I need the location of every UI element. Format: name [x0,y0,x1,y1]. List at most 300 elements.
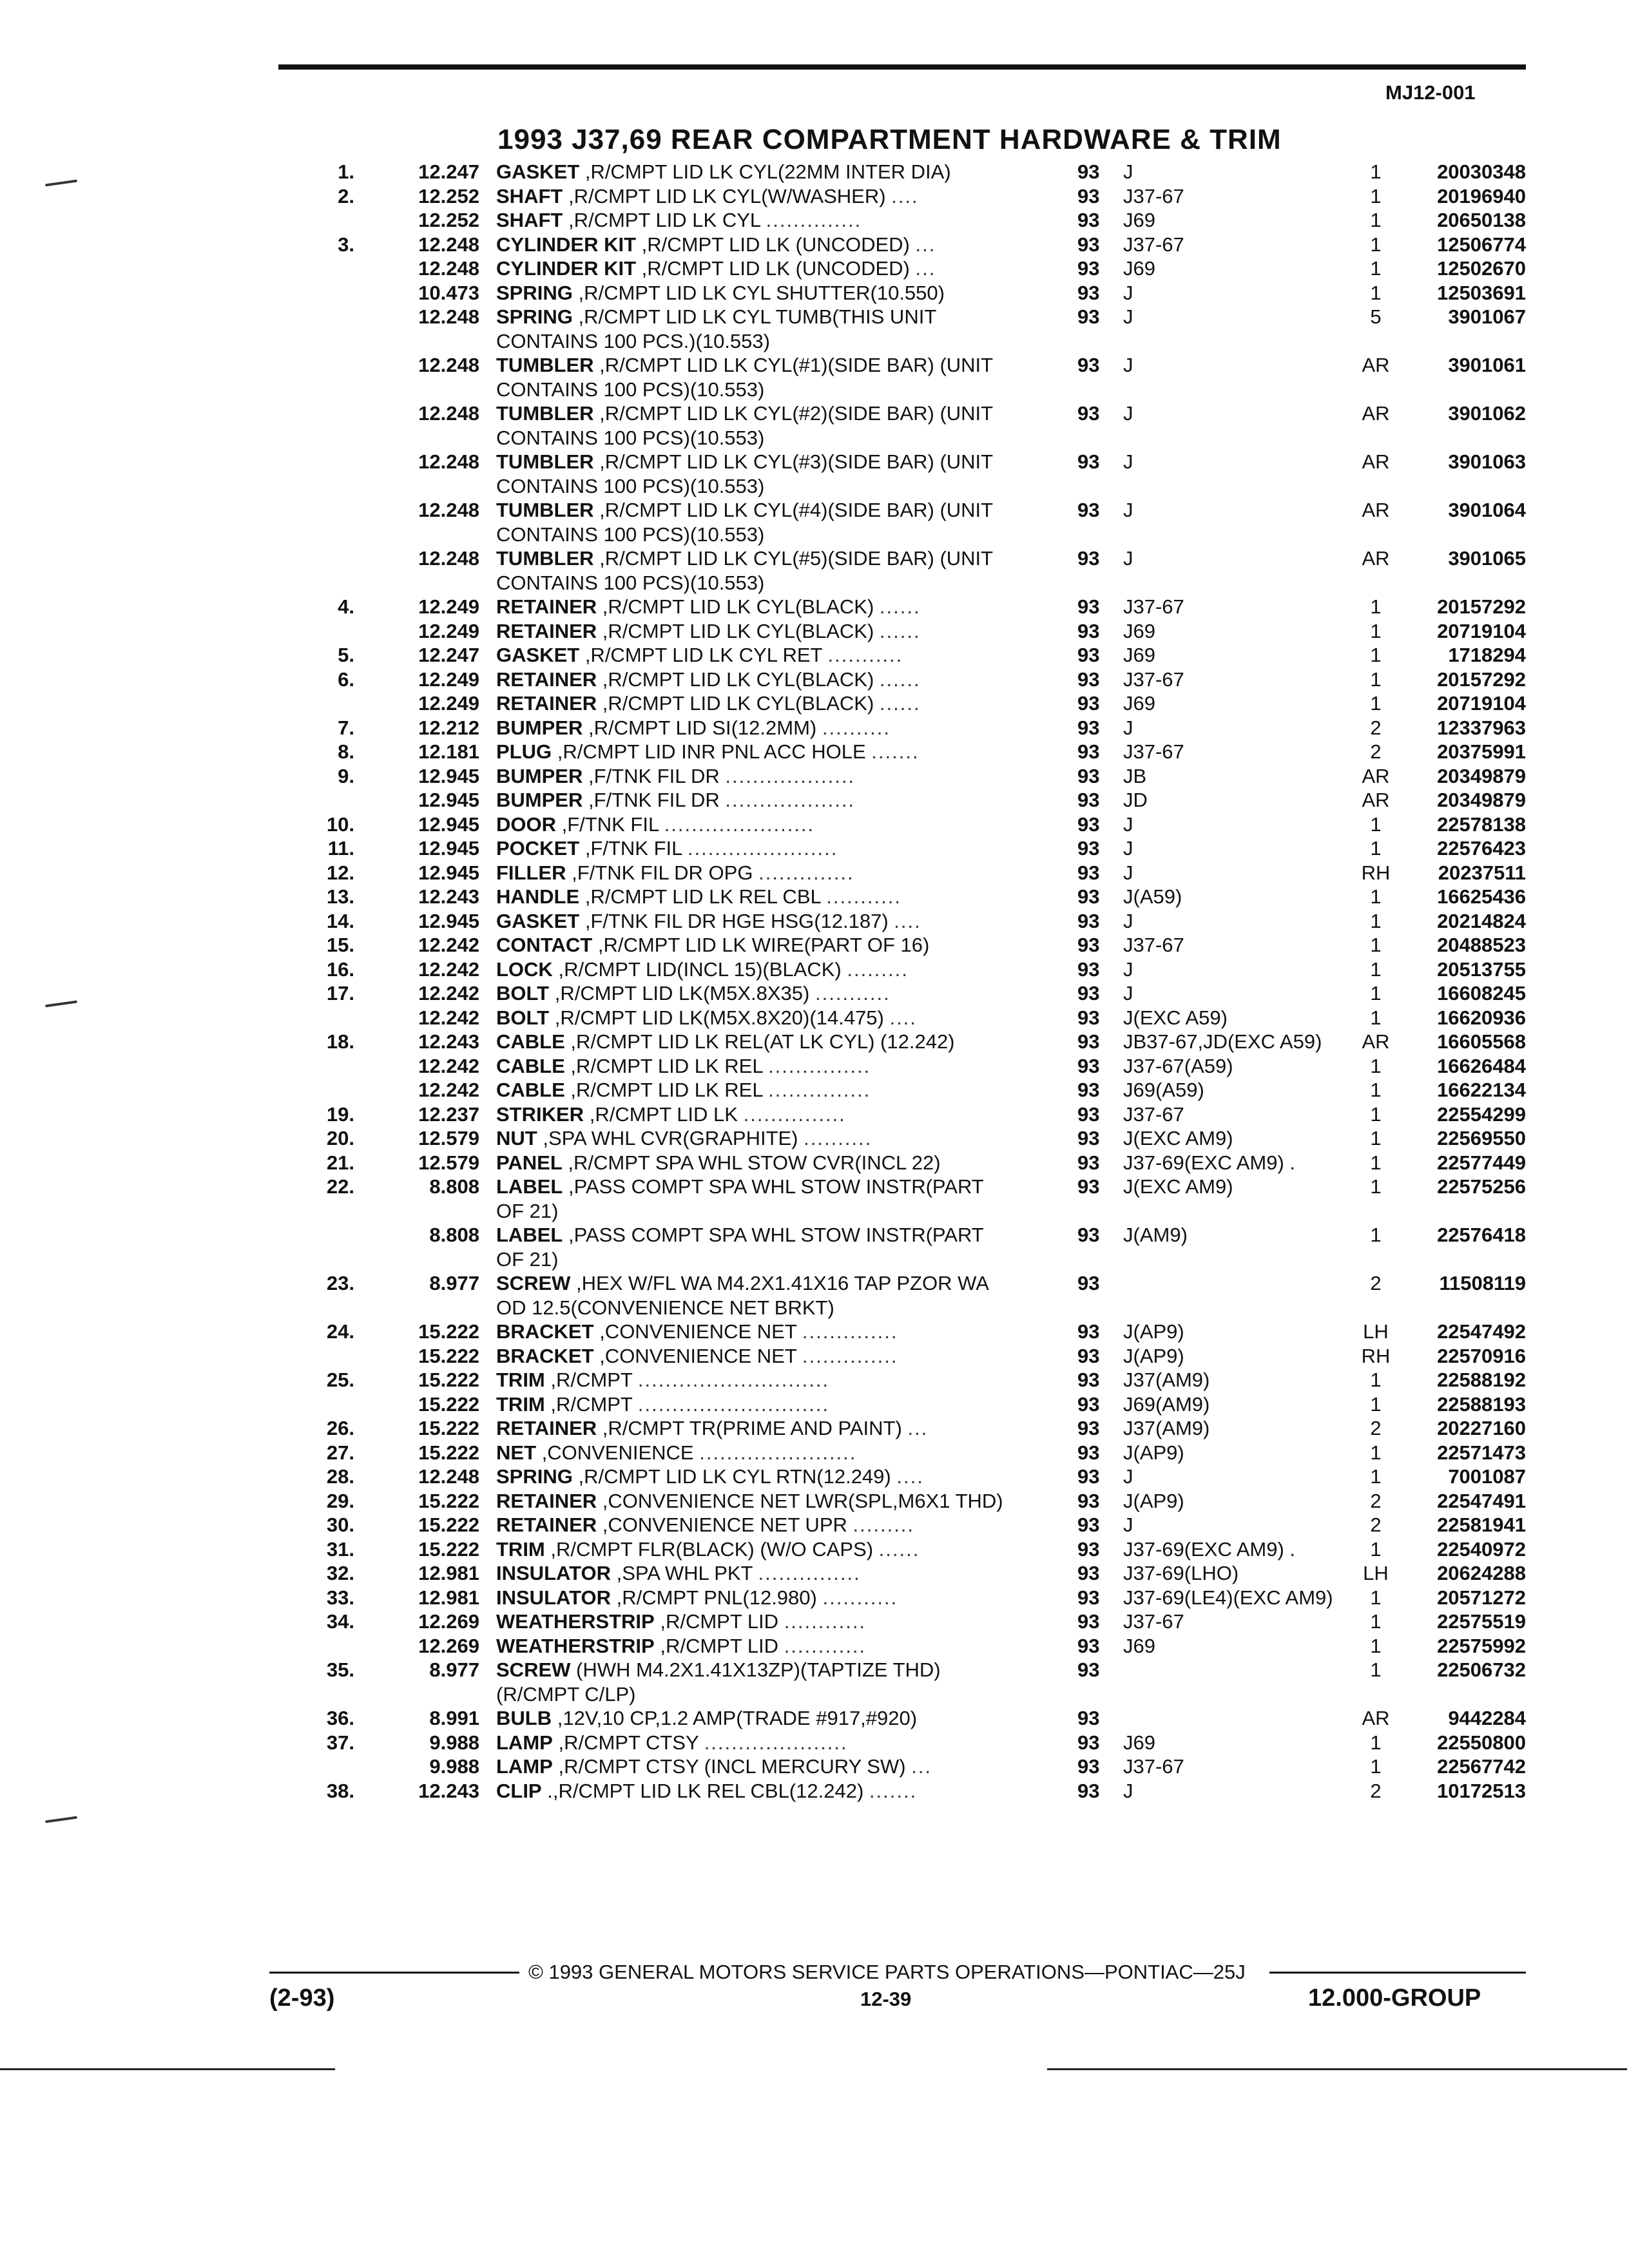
part-name: RETAINER [496,668,597,691]
part-name: NET [496,1441,536,1464]
part-description [496,1344,1012,1369]
part-name: CABLE [496,1030,565,1053]
model-year: 93 [1077,402,1100,425]
bottom-rule-left [0,2068,335,2070]
model-usage: J [1123,1514,1133,1536]
model-year: 93 [1077,1779,1100,1802]
leader-dots: ........... [822,1586,898,1609]
illustration-number: 28. [326,1465,354,1488]
part-name: TRIM [496,1392,545,1416]
table-row [0,1223,1629,1271]
part-name: RETAINER [496,1514,597,1536]
quantity: 1 [1370,1731,1382,1754]
group-number: 12.981 [418,1586,479,1609]
group-number: 12.237 [418,1102,479,1126]
table-row [0,1586,1629,1610]
group-number: 15.222 [418,1489,479,1512]
part-number: 20196940 [1437,184,1526,207]
group-number: 12.242 [418,1006,479,1029]
table-row [0,1513,1629,1537]
part-name: CABLE [496,1054,565,1077]
illustration-number: 17. [326,982,354,1004]
model-year: 93 [1077,1610,1100,1633]
leader-dots: ........... [815,982,891,1004]
part-name: CLIP [496,1779,542,1802]
model-year: 93 [1077,812,1100,836]
model-usage: J37-67(A59) [1123,1054,1233,1077]
model-usage: J37(AM9) [1123,1369,1210,1391]
group-number: 12.243 [418,885,479,908]
part-description [496,1658,1012,1706]
table-row [0,1489,1629,1514]
model-year: 93 [1077,934,1100,956]
part-name: FILLER [496,861,566,884]
part-detail: ,R/CMPT LID LK REL CBL [584,885,821,908]
illustration-number: 33. [326,1586,354,1609]
quantity: AR [1362,547,1390,570]
part-name: BUMPER [496,764,583,787]
part-detail: ,CONVENIENCE NET [599,1320,797,1343]
part-detail: ,R/CMPT LID LK REL(AT LK CYL) (12.242) [570,1030,955,1053]
leader-dots: ............... [768,1079,871,1101]
group-number: 12.269 [418,1634,479,1657]
part-description [496,401,1012,450]
part-number: 22571473 [1437,1441,1526,1464]
illustration-number: 10. [326,812,354,836]
group-number: 12.242 [418,982,479,1004]
quantity: 2 [1370,716,1382,739]
model-year: 93 [1077,1634,1100,1657]
group-number: 12.249 [418,668,479,691]
part-detail: ,R/CMPT LID LK CYL(#4)(SIDE BAR) (UNIT CONTAINS 100 PCS)(10.553) [496,499,993,546]
table-row [0,1271,1629,1320]
part-number: 20237511 [1438,861,1526,884]
illustration-number: 35. [326,1658,354,1681]
quantity: 1 [1370,934,1382,956]
part-name: WEATHERSTRIP [496,1634,655,1657]
model-year: 93 [1077,1489,1100,1512]
group-number: 12.181 [418,740,479,763]
model-usage: J(AP9) [1123,1489,1184,1512]
part-name: LAMP [496,1755,553,1778]
quantity: 5 [1370,305,1382,328]
model-usage: J37-67 [1123,1102,1184,1126]
part-name: BULB [496,1707,552,1729]
part-number: 22506732 [1437,1658,1526,1681]
part-detail: ,R/CMPT LID(INCL 15)(BLACK) [558,957,842,981]
table-row [0,1102,1629,1127]
illustration-number: 12. [326,861,354,884]
header-rule [278,64,1526,70]
part-detail: ,PASS COMPT SPA WHL STOW INSTR(PART OF 21) [496,1175,984,1222]
quantity: 1 [1370,982,1382,1004]
part-detail: ,R/CMPT LID LK CYL RTN(12.249) [578,1465,891,1488]
part-number: 20571272 [1437,1586,1526,1609]
quantity: 1 [1370,1755,1382,1778]
illustration-number: 25. [326,1369,354,1391]
model-usage: J37-67 [1123,740,1184,763]
table-row [0,668,1629,692]
part-detail: ,R/CMPT CTSY (INCL MERCURY SW) [558,1755,906,1778]
part-detail: ,R/CMPT LID LK CYL SHUTTER(10.550) [578,281,945,304]
table-row [0,256,1629,281]
part-number: 22570916 [1437,1344,1526,1367]
part-name: CYLINDER KIT [496,257,636,280]
part-name: BUMPER [496,789,583,811]
part-detail: ,R/CMPT LID LK (UNCODED) [641,257,910,280]
leader-dots: ....... [871,740,920,763]
model-usage: J [1123,861,1133,884]
leader-dots: .... [894,909,921,932]
part-description [496,353,1012,401]
part-description [496,861,1012,885]
group-number: 15.222 [418,1417,479,1439]
table-row [0,909,1629,934]
leader-dots: .... [896,1465,924,1488]
part-number: 22569550 [1437,1127,1526,1149]
illustration-number: 22. [326,1175,354,1198]
part-number: 16625436 [1437,885,1526,908]
part-detail: ,HEX W/FL WA M4.2X1.41X16 TAP PZOR WA OD 12.5(CONVENIENCE NET BRKT) [496,1272,988,1319]
part-name: CABLE [496,1079,565,1101]
illustration-number: 34. [326,1610,354,1633]
part-number: 22588192 [1437,1369,1526,1391]
quantity: 1 [1370,1441,1382,1464]
part-description [496,691,1012,716]
quantity: 1 [1370,812,1382,836]
illustration-number: 38. [326,1779,354,1802]
part-description [496,764,1012,789]
model-usage: J69 [1123,257,1155,280]
model-year: 93 [1077,644,1100,666]
part-detail: ,R/CMPT LID LK REL [570,1079,763,1101]
part-name: BRACKET [496,1320,594,1343]
page-title: 1993 J37,69 REAR COMPARTMENT HARDWARE & TRIM [497,124,1282,155]
model-usage: J [1123,499,1133,521]
group-number: 12.243 [418,1779,479,1802]
model-usage: J [1123,354,1133,376]
part-description [496,885,1012,909]
part-number: 22576418 [1437,1224,1526,1246]
illustration-number: 3. [338,233,354,256]
group-number: 12.248 [418,354,479,376]
part-number: 22575256 [1437,1175,1526,1198]
leader-dots: ...................... [687,837,838,860]
part-name: SHAFT [496,209,563,231]
model-usage: J(EXC A59) [1123,1006,1228,1029]
quantity: RH [1361,861,1391,884]
part-description [496,1151,1012,1175]
part-description [496,595,1012,619]
model-year: 93 [1077,1224,1100,1246]
model-year: 93 [1077,1102,1100,1126]
table-row [0,1416,1629,1441]
part-description [496,1561,1012,1586]
quantity: 1 [1370,619,1382,642]
quantity: RH [1361,1344,1391,1367]
group-number: 8.991 [429,1707,479,1729]
table-row [0,933,1629,957]
part-number: 22550800 [1437,1731,1526,1754]
part-detail: ,R/CMPT [550,1392,633,1416]
quantity: 1 [1370,1054,1382,1077]
part-name: GASKET [496,644,580,666]
model-year: 93 [1077,1562,1100,1584]
leader-dots: ......... [853,1514,915,1536]
model-usage: J69 [1123,644,1155,666]
part-description [496,233,1012,257]
leader-dots: .............. [802,1344,898,1367]
group-number: 12.249 [418,595,479,618]
model-year: 93 [1077,740,1100,763]
part-detail: ,R/CMPT LID LK [589,1102,738,1126]
quantity: 1 [1370,257,1382,280]
quantity: 1 [1370,1006,1382,1029]
leader-dots: ............ [784,1634,867,1657]
leader-dots: ............... [768,1054,871,1077]
part-detail: ,R/CMPT LID LK CYL(#1)(SIDE BAR) (UNIT CONTAINS 100 PCS)(10.553) [496,354,993,401]
part-detail: ,F/TNK FIL [584,837,682,860]
group-number: 12.945 [418,909,479,932]
table-row [0,1368,1629,1392]
quantity: 1 [1370,1392,1382,1416]
part-detail: ,R/CMPT LID LK (UNCODED) [641,233,910,256]
page-code: MJ12-001 [1385,81,1476,104]
group-number: 12.945 [418,837,479,860]
table-row [0,981,1629,1006]
model-year: 93 [1077,1320,1100,1343]
part-number: 9442284 [1448,1707,1526,1729]
leader-dots: ................... [725,764,856,787]
group-number: 8.977 [429,1658,479,1681]
part-description [496,1441,1012,1465]
model-usage: J [1123,402,1133,425]
model-usage: J [1123,812,1133,836]
margin-mark [45,1816,77,1823]
part-number: 22540972 [1437,1537,1526,1561]
part-description [496,1102,1012,1127]
model-usage: J [1123,837,1133,860]
part-description [496,643,1012,668]
part-detail: ,R/CMPT LID INR PNL ACC HOLE [557,740,866,763]
illustration-number: 19. [326,1102,354,1126]
part-number: 20488523 [1437,934,1526,956]
footer-rule-right [1269,1972,1526,1974]
part-number: 16605568 [1437,1030,1526,1053]
table-row [0,1634,1629,1658]
group-number: 12.248 [418,305,479,328]
part-number: 11508119 [1439,1272,1526,1294]
model-usage: J37-67 [1123,668,1184,691]
table-row [0,1706,1629,1731]
part-name: SPRING [496,281,573,304]
part-detail: ,R/CMPT CTSY [558,1731,699,1754]
group-number: 15.222 [418,1320,479,1343]
copyright: © 1993 GENERAL MOTORS SERVICE PARTS OPERATIONS—PONTIAC—25J [528,1961,1246,1983]
table-row [0,740,1629,764]
leader-dots: ........... [826,885,901,908]
model-year: 93 [1077,1537,1100,1561]
part-number: 16608245 [1437,982,1526,1004]
group-number: 12.248 [418,402,479,425]
leader-dots: ...................... [664,812,815,836]
parts-table [0,160,1629,1803]
model-usage: J(EXC AM9) [1123,1127,1233,1149]
model-year: 93 [1077,1127,1100,1149]
part-number: 12502670 [1437,257,1526,280]
model-year: 93 [1077,764,1100,787]
group-number: 12.242 [418,957,479,981]
quantity: 2 [1370,1272,1382,1294]
illustration-number: 16. [326,957,354,981]
quantity: 1 [1370,1224,1382,1246]
quantity: 1 [1370,160,1382,183]
quantity: 1 [1370,1610,1382,1633]
illustration-number: 13. [326,885,354,908]
part-detail: ,R/CMPT LID LK(M5X.8X20)(14.475) [554,1006,884,1029]
model-year: 93 [1077,957,1100,981]
quantity: AR [1362,764,1390,787]
part-number: 20349879 [1437,789,1526,811]
model-year: 93 [1077,1658,1100,1681]
part-number: 16622134 [1437,1079,1526,1101]
table-row [0,281,1629,305]
model-usage: J37-67 [1123,1755,1184,1778]
part-detail: ,CONVENIENCE [541,1441,694,1464]
model-usage: J [1123,1465,1133,1488]
model-usage: J [1123,1779,1133,1802]
model-year: 93 [1077,1514,1100,1536]
group-number: 12.242 [418,1079,479,1101]
part-description [496,305,1012,353]
part-detail: ,R/CMPT LID LK CYL TUMB(THIS UNIT CONTAINS 100 PCS.)(10.553) [496,305,936,352]
table-row [0,861,1629,885]
part-name: CONTACT [496,934,593,956]
table-row [0,1658,1629,1706]
part-description [496,1779,1012,1803]
part-name: RETAINER [496,1417,597,1439]
part-number: 12503691 [1437,281,1526,304]
group-number: 9.988 [429,1755,479,1778]
part-description [496,1537,1012,1562]
part-description [496,933,1012,957]
model-usage: J69 [1123,1634,1155,1657]
part-number: 22576423 [1437,837,1526,860]
model-year: 93 [1077,160,1100,183]
group-number: 15.222 [418,1441,479,1464]
part-description [496,546,1012,595]
table-row [0,716,1629,740]
part-detail: ,SPA WHL CVR(GRAPHITE) [543,1127,798,1149]
quantity: 1 [1370,281,1382,304]
leader-dots: ...... [878,1537,920,1561]
illustration-number: 26. [326,1417,354,1439]
model-usage: J37-69(LHO) [1123,1562,1239,1584]
part-number: 20719104 [1437,692,1526,715]
quantity: 1 [1370,1586,1382,1609]
model-year: 93 [1077,1369,1100,1391]
quantity: 1 [1370,209,1382,231]
leader-dots: ..................... [704,1731,848,1754]
group-number: 12.945 [418,764,479,787]
model-year: 93 [1077,885,1100,908]
part-detail: ,R/CMPT LID LK CYL(22MM INTER DIA) [584,160,951,183]
part-description [496,981,1012,1006]
quantity: 2 [1370,740,1382,763]
group-number: 12.981 [418,1562,479,1584]
table-row [0,619,1629,644]
table-row [0,160,1629,184]
illustration-number: 2. [338,184,354,207]
quantity: LH [1363,1562,1389,1584]
part-name: TUMBLER [496,547,594,570]
part-name: SPRING [496,1465,573,1488]
quantity: AR [1362,354,1390,376]
group-number: 12.945 [418,789,479,811]
group-number: 12.252 [418,209,479,231]
part-description [496,740,1012,764]
table-row [0,1754,1629,1779]
model-year: 93 [1077,450,1100,473]
quantity: 1 [1370,692,1382,715]
model-usage: J69 [1123,619,1155,642]
part-detail: ,PASS COMPT SPA WHL STOW INSTR(PART OF 21) [496,1224,984,1271]
model-usage: J37-69(EXC AM9) . [1123,1151,1296,1174]
part-description [496,160,1012,184]
part-number: 20375991 [1437,740,1526,763]
part-number: 22575992 [1437,1634,1526,1657]
part-number: 3901067 [1448,305,1526,328]
part-detail: ,R/CMPT LID LK CYL [568,209,760,231]
part-number: 20349879 [1437,764,1526,787]
group-number: 12.249 [418,619,479,642]
part-description [496,1054,1012,1079]
part-description [496,184,1012,209]
table-row [0,1465,1629,1489]
part-description [496,498,1012,546]
part-detail: ,R/CMPT LID LK CYL(#2)(SIDE BAR) (UNIT CONTAINS 100 PCS)(10.553) [496,402,993,449]
part-number: 20157292 [1437,595,1526,618]
group-number: 8.808 [429,1224,479,1246]
leader-dots: ............... [743,1102,846,1126]
model-year: 93 [1077,1755,1100,1778]
illustration-number: 29. [326,1489,354,1512]
part-description [496,1465,1012,1489]
part-number: 3901064 [1448,499,1526,521]
illustration-number: 8. [338,740,354,763]
part-detail: ,R/CMPT SPA WHL STOW CVR(INCL 22) [568,1151,941,1174]
model-year: 93 [1077,354,1100,376]
leader-dots: ...... [879,595,921,618]
part-number: 22554299 [1437,1102,1526,1126]
part-name: RETAINER [496,619,597,642]
model-year: 93 [1077,1030,1100,1053]
part-number: 12506774 [1437,233,1526,256]
part-number: 12337963 [1437,716,1526,739]
part-name: SCREW [496,1272,571,1294]
illustration-number: 20. [326,1127,354,1149]
part-name: RETAINER [496,692,597,715]
part-detail: ,SPA WHL PKT [616,1562,753,1584]
part-description [496,909,1012,934]
table-row [0,353,1629,401]
part-detail: ,CONVENIENCE NET LWR(SPL,M6X1 THD) [602,1489,1003,1512]
part-description [496,1175,1012,1223]
illustration-number: 11. [327,837,354,860]
model-usage: J69 [1123,209,1155,231]
model-year: 93 [1077,1006,1100,1029]
model-year: 93 [1077,1079,1100,1101]
